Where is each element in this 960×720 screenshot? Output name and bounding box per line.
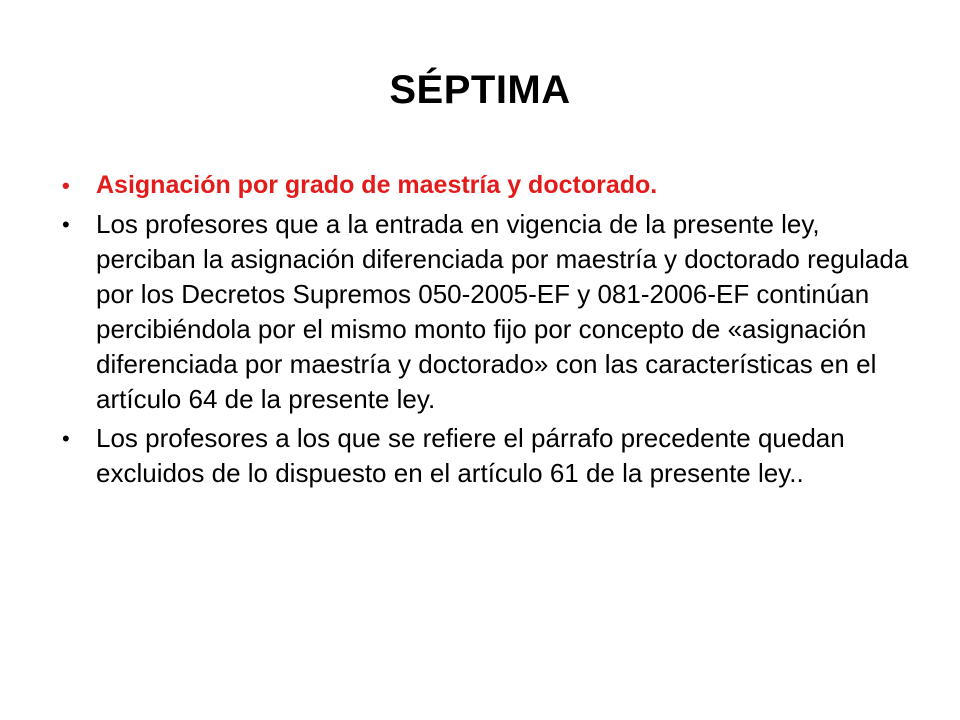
bullet-text-heading: Asignación por grado de maestría y doctorado. bbox=[96, 171, 658, 199]
bullet-text-paragraph-2: Los profesores a los que se refiere el párrafo precedente quedan excluidos de lo dispuesto en el artículo 61 de la presente ley.. bbox=[96, 423, 845, 488]
bullet-item-heading bbox=[62, 168, 912, 203]
bullet-icon: • bbox=[62, 426, 70, 451]
bullet-icon: • bbox=[62, 173, 70, 198]
bullet-icon: • bbox=[62, 212, 70, 237]
bullet-item-paragraph-2 bbox=[62, 421, 912, 491]
bullet-text-paragraph-1: Los profesores que a la entrada en vigencia de la presente ley, perciban la asignación diferenciada por maestría y doctorado regulada por los Decretos Supremos 050-2005-EF y 081-2006-EF continúan percibiéndola por el mismo monto fijo por concepto de «asignación diferenciada por maestría y doctorado» con las características en el artículo 64 de la presente ley. bbox=[96, 209, 909, 414]
slide-title: SÉPTIMA bbox=[389, 68, 571, 112]
bullet-item-paragraph-1 bbox=[62, 207, 912, 417]
bullet-list bbox=[62, 168, 912, 495]
